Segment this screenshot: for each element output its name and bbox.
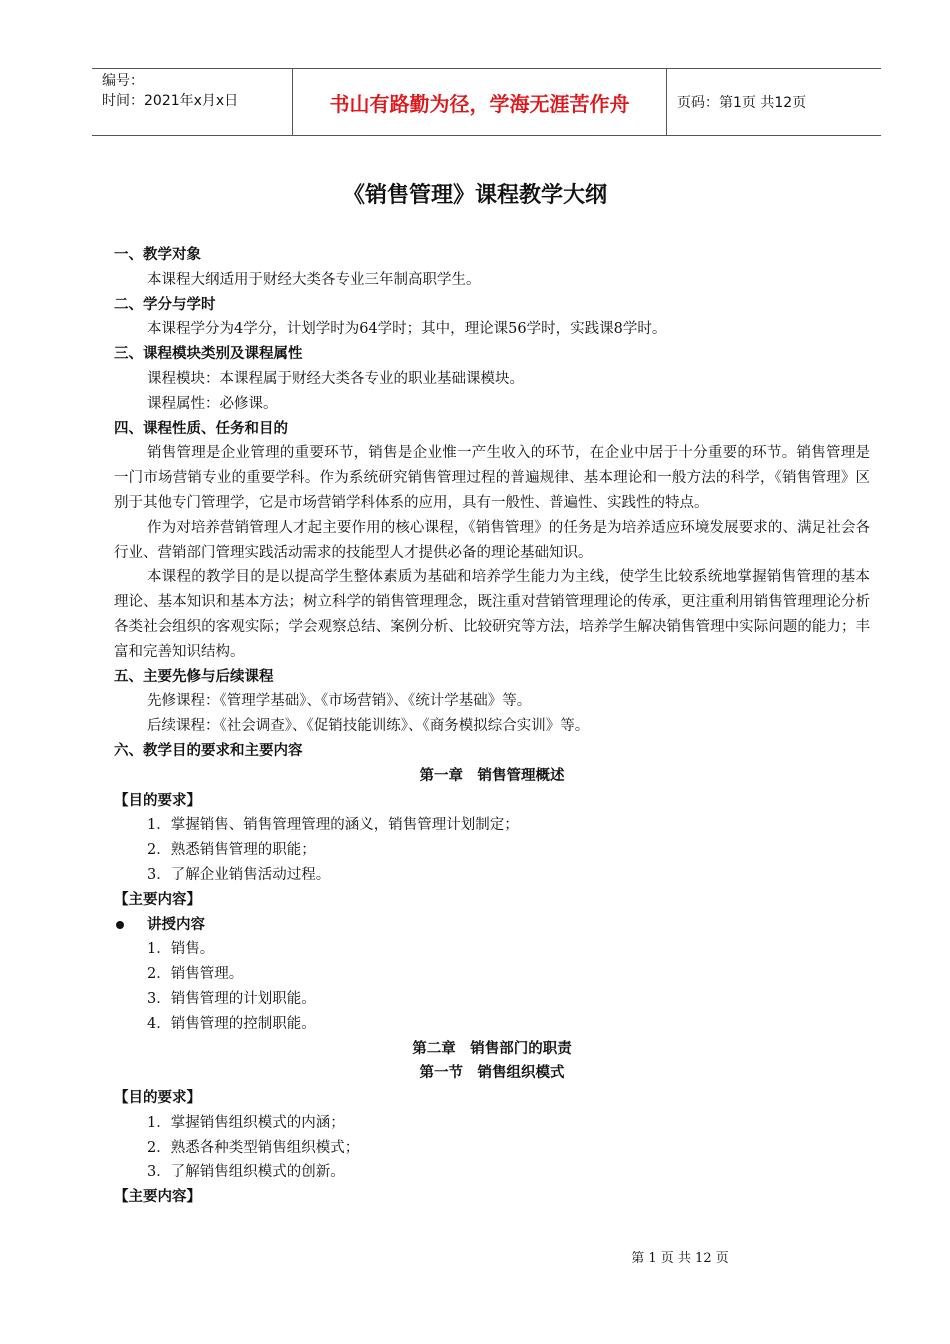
content-heading: 【主要内容】 (114, 1189, 201, 1206)
section-title: 第一节 销售组织模式 (419, 1065, 565, 1082)
section-text: 先修课程：《管理学基础》、《市场营销》、《统计学基础》等。 (147, 693, 532, 710)
chapter-title: 第二章 销售部门的职责 (412, 1040, 572, 1057)
goal-heading: 【目的要求】 (114, 1090, 201, 1107)
list-item: 2．熟悉各种类型销售组织模式； (147, 1139, 360, 1156)
section-heading-6: 六、教学目的要求和主要内容 (114, 742, 303, 759)
document-body (114, 243, 870, 1210)
section-text: 课程模块：本课程属于财经大类各专业的职业基础课模块。 (147, 370, 524, 387)
bullet-icon (116, 921, 124, 929)
list-item: 1．掌握销售、销售管理管理的涵义，销售管理计划制定； (147, 817, 519, 834)
content-heading: 【主要内容】 (114, 891, 201, 908)
document-title: 《销售管理》课程教学大纲 (342, 183, 607, 208)
paragraph: 作为对培养营销管理人才起主要作用的核心课程，《销售管理》的任务是为培养适应环境发展要求的、满足社会各行业、营销部门管理实践活动需求的技能型人才提供必备的理论基础知识。 (114, 519, 870, 561)
list-item: 3．销售管理的计划职能。 (147, 990, 316, 1007)
list-item: 3．了解销售组织模式的创新。 (147, 1164, 345, 1181)
section-heading-5: 五、主要先修与后续课程 (114, 668, 274, 685)
list-item: 2．熟悉销售管理的职能； (147, 842, 316, 859)
list-item: 3．了解企业销售活动过程。 (147, 866, 331, 883)
section-heading-4: 四、课程性质、任务和目的 (114, 420, 288, 437)
goal-heading: 【目的要求】 (114, 792, 201, 809)
page-info: 页码：第1页 共12页 (677, 95, 807, 111)
section-heading-2: 二、学分与学时 (114, 296, 216, 313)
list-item: 1．销售。 (147, 941, 215, 958)
section-heading-1: 一、教学对象 (114, 247, 201, 263)
section-text: 本课程学分为4学分，计划学时为64学时；其中，理论课56学时，实践课8学时。 (147, 321, 667, 338)
section-heading-3: 三、课程模块类别及课程属性 (114, 346, 303, 363)
list-item: 2．销售管理。 (147, 966, 244, 983)
paragraph: 本课程的教学目的是以提高学生整体素质为基础和培养学生能力为主线，使学生比较系统地掌握销售管理的基本理论、基本知识和基本方法；树立科学的销售管理理念，既注重对营销管理理论的传承，更注重利用销售管理理论分析各类社会组织的客观实际；学会观察总结、案例分析、比较研究等方法，培养学生解决销售管理中实际问题的能力；丰富和完善知识结构。 (114, 569, 870, 660)
page-footer: 第 1 页 共 12 页 (631, 1251, 729, 1266)
section-text: 课程属性：必修课。 (147, 395, 278, 412)
time-label: 时间：2021年x月x日 (102, 93, 239, 109)
bullet-label: 讲授内容 (147, 916, 205, 933)
header-table (92, 68, 881, 136)
list-item: 4．销售管理的控制职能。 (147, 1015, 316, 1032)
paragraph: 销售管理是企业管理的重要环节，销售是企业惟一产生收入的环节，在企业中居于十分重要的环节。销售管理是一门市场营销专业的重要学科。作为系统研究销售管理过程的普遍规律、基本理论和一般方法的科学，《销售管理》区别于其他专门管理学，它是市场营销学科体系的应用，具有一般性、普遍性、实践性的特点。 (114, 445, 870, 511)
motto: 书山有路勤为径，学海无涯苦作舟 (293, 69, 667, 135)
list-item: 1．掌握销售组织模式的内涵； (147, 1114, 345, 1131)
chapter-title: 第一章 销售管理概述 (419, 767, 565, 784)
bullet-item (114, 913, 870, 938)
section-text: 本课程大纲适用于财经大类各专业三年制高职学生。 (147, 271, 481, 288)
number-label: 编号： (102, 73, 144, 89)
header-left-cell (92, 69, 293, 135)
section-text: 后续课程：《社会调查》、《促销技能训练》、《商务模拟综合实训》等。 (147, 718, 590, 735)
